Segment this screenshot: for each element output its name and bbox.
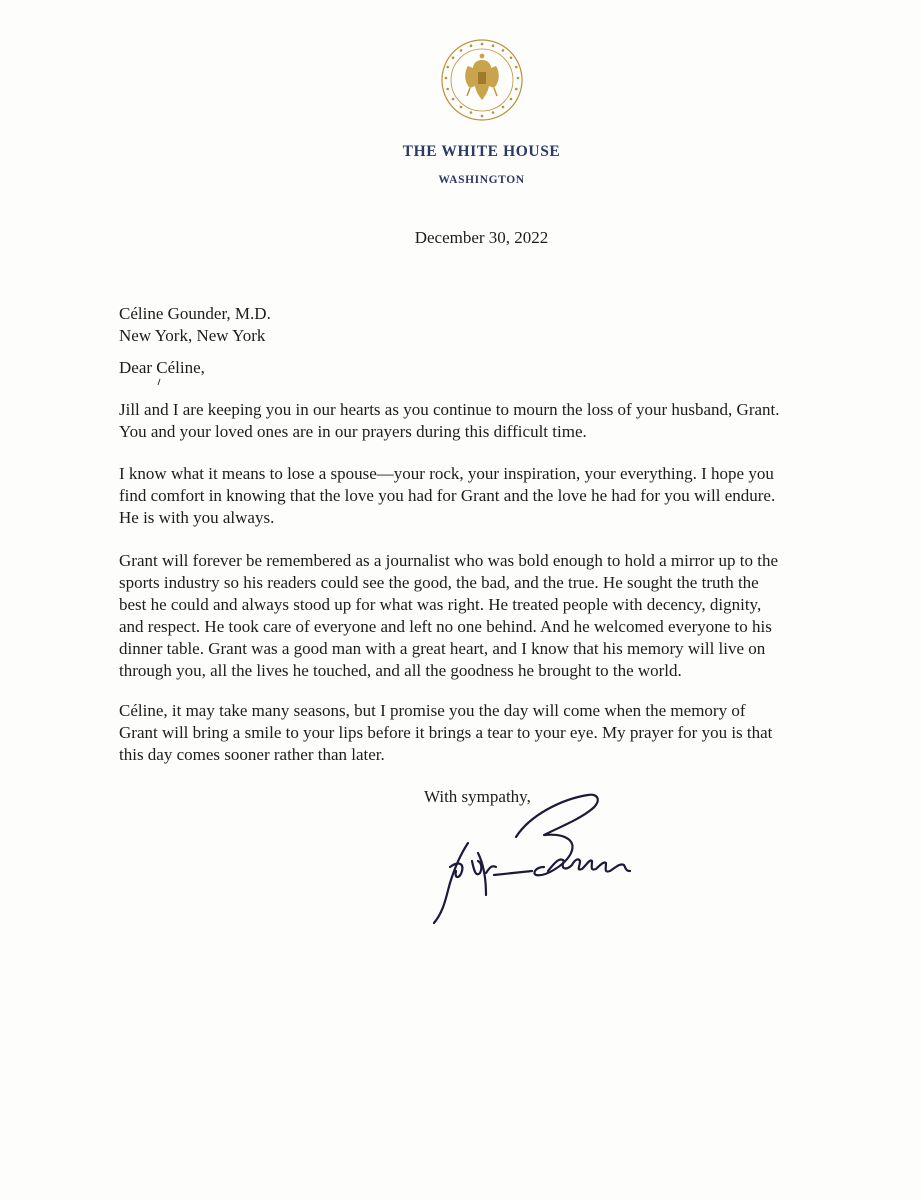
recipient-address <box>119 303 271 347</box>
paragraph-line: dinner table. Grant was a good man with a great heart, and I know that his memory will live on <box>119 639 766 658</box>
paragraph-line: Céline, it may take many seasons, but I promise you the day will come when the memory of <box>119 701 746 720</box>
paragraph-1 <box>119 399 780 443</box>
paragraph-4 <box>119 700 772 766</box>
letterhead-subtitle: WASHINGTON <box>438 174 525 186</box>
paragraph-2 <box>119 463 775 529</box>
paragraph-line: You and your loved ones are in our prayers during this difficult time. <box>119 422 587 441</box>
recipient-location: New York, New York <box>119 326 266 345</box>
letter-date: December 30, 2022 <box>414 228 549 247</box>
closing: With sympathy, <box>424 787 531 806</box>
paragraph-line: best he could and always stood up for what was right. He treated people with decency, dignity, <box>119 595 762 614</box>
paragraph-line: through you, all the lives he touched, and all the goodness he brought to the world. <box>119 661 682 680</box>
paragraph-line: sports industry so his readers could see the good, the bad, and the true. He sought the truth the <box>119 573 759 592</box>
handwritten-signature-icon <box>420 775 660 935</box>
paragraph-line: and respect. He took care of everyone and left no one behind. And he welcomed everyone to his <box>119 617 772 636</box>
paragraph-line: Jill and I are keeping you in our hearts as you continue to mourn the loss of your husband, Grant. <box>119 400 780 419</box>
paragraph-line: this day comes sooner rather than later. <box>119 745 385 764</box>
salutation: Dear Céline, <box>119 358 205 377</box>
paragraph-line: Grant will bring a smile to your lips before it brings a tear to your eye. My prayer for you is that <box>119 723 773 742</box>
paragraph-3 <box>119 550 778 682</box>
paragraph-line: Grant will forever be remembered as a journalist who was bold enough to hold a mirror up to the <box>119 551 779 570</box>
ink-mark <box>157 379 161 385</box>
letterhead-title: THE WHITE HOUSE <box>402 143 561 160</box>
paragraph-line: find comfort in knowing that the love you had for Grant and the love he had for you will endure. <box>119 486 776 505</box>
presidential-seal-icon <box>440 38 524 122</box>
recipient-name: Céline Gounder, M.D. <box>119 304 271 323</box>
paragraph-line: He is with you always. <box>119 508 275 527</box>
paragraph-line: I know what it means to lose a spouse—your rock, your inspiration, your everything. I hope you <box>119 464 774 483</box>
